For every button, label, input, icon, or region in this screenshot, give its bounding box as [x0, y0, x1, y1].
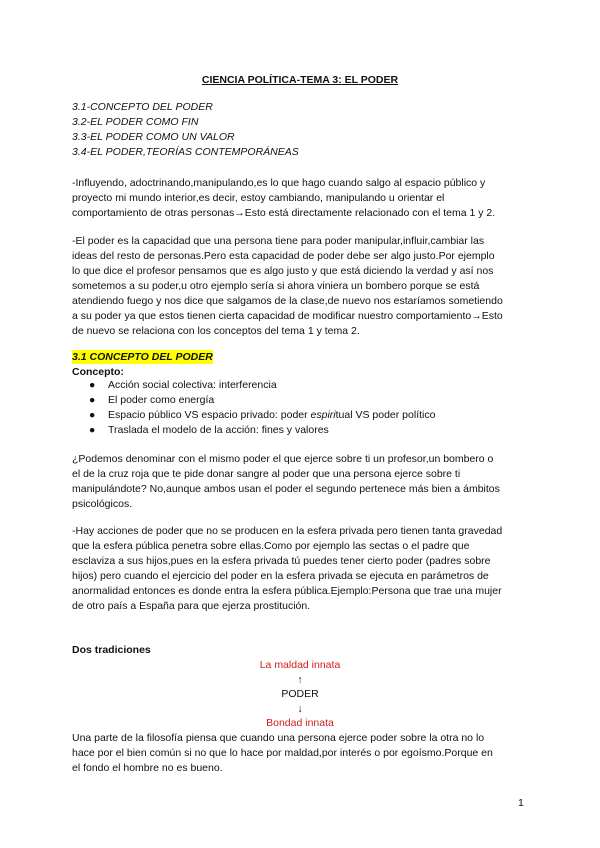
intro-paragraph-2 — [72, 234, 528, 339]
text-line: -El poder es la capacidad que una persona tiene para poder manipular,influir,cambiar las — [72, 235, 485, 247]
diagram-top-label: La maldad innata — [259, 659, 341, 671]
text-line: lo que dice el profesor pensamos que es algo justo y que está diciendo la verdad y así nos — [72, 265, 494, 277]
bullet-text: El poder como energía — [108, 394, 215, 406]
text-line: hace por el bien común si no que lo hace por maldad,por interés o por egoísmo.Porque en — [72, 747, 493, 759]
diagram-center-label: PODER — [281, 688, 319, 700]
page-number: 1 — [518, 797, 524, 809]
traditions-heading: Dos tradiciones — [72, 644, 151, 656]
arrow-up-icon: ↑ — [297, 673, 303, 686]
power-diagram — [72, 658, 528, 731]
bullet-icon: ● — [89, 424, 96, 436]
bullet-item — [72, 378, 435, 393]
text-line: que la esfera pública penetra sobre ellas.Como por ejemplo las sectas o el padre que — [72, 540, 470, 552]
toc-item: 3.3-EL PODER COMO UN VALOR — [72, 131, 235, 143]
bullet-item — [72, 408, 435, 423]
text-line: anormalidad entonces es donde entra la esfera pública.Ejemplo:Persona que trae una mujer — [72, 585, 502, 597]
intro-paragraph-1 — [72, 176, 528, 221]
text-line: Una parte de la filosofía piensa que cuando una persona ejerce poder sobre la otra no lo — [72, 732, 485, 744]
text-line: atendiendo fuego y nos dice que salgamos de la clase,de nuevo nos estaríamos sometiendo — [72, 295, 503, 307]
text-line: de nuevo se relaciona con los conceptos del tema 1 y tema 2. — [72, 325, 360, 337]
table-of-contents — [72, 100, 299, 160]
text-line: hijos) pero cuando el ejercicio del poder en la esfera privada se ejecuta en parámetros de — [72, 570, 489, 582]
toc-item: 3.2-EL PODER COMO FIN — [72, 116, 199, 128]
section-heading: 3.1 CONCEPTO DEL PODER — [72, 351, 213, 363]
text-line: -Influyendo, adoctrinando,manipulando,es lo que hago cuando salgo al espacio público y — [72, 177, 486, 189]
section-paragraph-2 — [72, 524, 528, 614]
text-line: de otro país a España para que ejerza prostitución. — [72, 600, 311, 612]
section-subheading: Concepto: — [72, 366, 124, 378]
text-line: ¿Podemos denominar con el mismo poder el que ejerce sobre ti un profesor,un bombero o — [72, 453, 494, 465]
bullet-text-pre: Espacio público VS espacio privado: poder — [108, 409, 311, 421]
bullet-icon: ● — [89, 394, 96, 406]
text-line: proyecto mi mundo interior,es decir, estoy cambiando, manipulando u orientar el — [72, 192, 445, 204]
text-line: manipulándote? No,aunque ambos usan el poder el segundo pertenece más bien a ámbitos — [72, 483, 500, 495]
text-line: esclaviza a sus hijos,pues en la esfera privada tú puedes tener cierto poder (padres sobre — [72, 555, 491, 567]
text-line: comportamiento de otras personas→Esto está directamente relacionado con el tema 1 y 2. — [72, 207, 496, 219]
bullet-text-post: tual VS poder político — [335, 409, 436, 421]
arrow-down-icon: ↓ — [297, 702, 303, 715]
bullet-text: Traslada el modelo de la acción: fines y valores — [108, 424, 329, 436]
bullet-item — [72, 393, 435, 408]
text-line: -Hay acciones de poder que no se producen en la esfera privada pero tienen tanta gravedad — [72, 525, 503, 537]
bullet-text — [108, 409, 435, 421]
text-line: a su poder ya que estos tienen cierta capacidad de modificar nuestro comportamiento→Esto — [72, 310, 503, 322]
traditions-paragraph — [72, 731, 528, 776]
text-line: ideas del resto de personas.Pero esta capacidad de poder debe ser algo justo.Por ejemplo — [72, 250, 495, 262]
diagram-bottom-label: Bondad innata — [266, 717, 334, 729]
toc-item: 3.1-CONCEPTO DEL PODER — [72, 101, 213, 113]
text-line: el fondo el hombre no es bueno. — [72, 762, 223, 774]
bullet-icon: ● — [89, 409, 96, 421]
bullet-item — [72, 423, 435, 438]
toc-item: 3.4-EL PODER,TEORÍAS CONTEMPORÁNEAS — [72, 146, 299, 158]
text-line: el de la cruz roja que te pide donar sangre al poder que una persona ejerce sobre ti — [72, 468, 461, 480]
document-title: CIENCIA POLÍTICA-TEMA 3: EL PODER — [201, 74, 399, 86]
text-line: sometemos a su poder,u otro ejemplo sería si ahora viniera un bombero porque se está — [72, 280, 480, 292]
bullet-icon: ● — [89, 379, 96, 391]
text-line: psicológicos. — [72, 498, 133, 510]
bullet-text-italic: espiri — [310, 409, 336, 421]
bullet-text: Acción social colectiva: interferencia — [108, 379, 277, 391]
concept-bullet-list — [72, 378, 435, 438]
section-paragraph-1 — [72, 452, 528, 512]
